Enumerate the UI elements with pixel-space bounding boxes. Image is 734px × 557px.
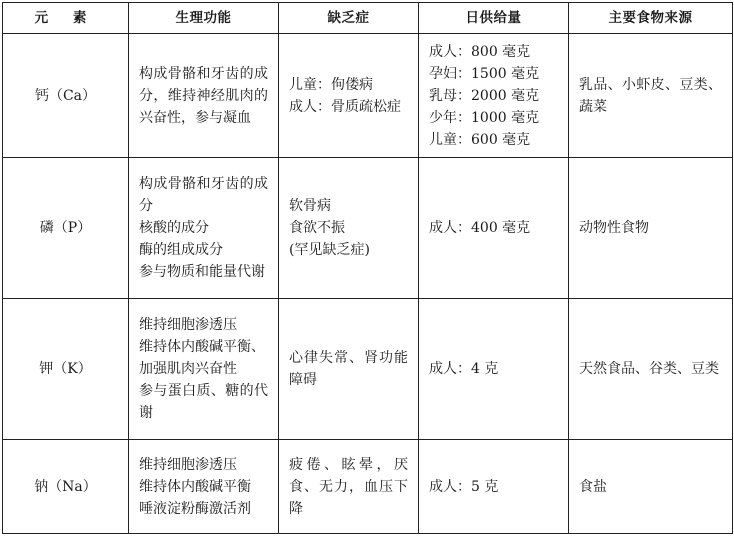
- deficiency-line: 成人：骨质疏松症: [289, 98, 401, 115]
- daily-supply-cell: [419, 158, 569, 299]
- deficiency-cell: [279, 440, 419, 534]
- food-source-cell: [569, 34, 733, 158]
- deficiency-text: 疲倦、眩晕，厌食、无力，血压下降: [289, 456, 408, 517]
- header-deficiency: 缺乏症: [279, 3, 419, 34]
- deficiency-cell: [279, 34, 419, 158]
- header-daily-supply: 日供给量: [419, 3, 569, 34]
- food-source-cell: [569, 440, 733, 534]
- element-cell: 钠（Na）: [3, 440, 129, 534]
- header-food-source: 主要食物来源: [569, 3, 733, 34]
- food-source-text: 食盐: [579, 478, 607, 495]
- function-cell: [129, 440, 279, 534]
- function-line: 维持细胞渗透压: [139, 456, 237, 473]
- supply-line: 成人：400 毫克: [429, 220, 531, 236]
- supply-line: 成人：4 克: [429, 361, 499, 377]
- supply-line: 儿童：600 毫克: [429, 131, 531, 148]
- function-line: 核酸的成分: [139, 220, 209, 236]
- header-row: [3, 3, 733, 34]
- table-row: [3, 440, 733, 534]
- function-line: 酶的组成成分: [139, 242, 223, 258]
- function-line: 参与物质和能量代谢: [139, 264, 265, 280]
- supply-line: 少年：1000 毫克: [429, 109, 540, 126]
- function-cell: [129, 34, 279, 158]
- food-source-text: 天然食品、谷类、豆类: [579, 361, 719, 377]
- deficiency-cell: [279, 299, 419, 440]
- food-source-text: 乳品、小虾皮、豆类、蔬菜: [579, 76, 722, 115]
- deficiency-line: 儿童：佝偻病: [289, 76, 373, 93]
- deficiency-line: (罕见缺乏症): [289, 242, 370, 258]
- header-element: 元 素: [3, 3, 129, 34]
- supply-line: 乳母：2000 毫克: [429, 87, 540, 104]
- function-line: 参与蛋白质、糖的代谢: [139, 383, 268, 421]
- daily-supply-cell: [419, 299, 569, 440]
- supply-line: 成人：5 克: [429, 478, 499, 495]
- daily-supply-cell: [419, 34, 569, 158]
- element-cell: 钾（K）: [3, 299, 129, 440]
- function-line: 加强肌肉兴奋性: [139, 361, 237, 377]
- table-row: [3, 34, 733, 158]
- function-line: 构成骨骼和牙齿的成分: [139, 176, 268, 214]
- food-source-cell: [569, 158, 733, 299]
- daily-supply-cell: [419, 440, 569, 534]
- function-cell: [129, 158, 279, 299]
- deficiency-text: 心律失常、肾功能障碍: [289, 350, 408, 388]
- table-row: [3, 299, 733, 440]
- deficiency-cell: [279, 158, 419, 299]
- function-line: 唾液淀粉酶激活剂: [139, 500, 251, 517]
- deficiency-line: 软骨病: [289, 198, 331, 214]
- function-line: 维持体内酸碱平衡、: [139, 339, 265, 355]
- supply-line: 孕妇：1500 毫克: [429, 65, 540, 82]
- element-cell: 钙（Ca）: [3, 34, 129, 158]
- deficiency-line: 食欲不振: [289, 220, 345, 236]
- element-cell: 磷（P）: [3, 158, 129, 299]
- food-source-cell: [569, 299, 733, 440]
- header-function: 生理功能: [129, 3, 279, 34]
- function-text: 构成骨骼和牙齿的成分，维持神经肌肉的兴奋性，参与凝血: [139, 65, 268, 126]
- function-line: 维持体内酸碱平衡: [139, 478, 251, 495]
- function-cell: [129, 299, 279, 440]
- table-row: [3, 158, 733, 299]
- function-line: 维持细胞渗透压: [139, 317, 237, 333]
- minerals-table: [2, 2, 733, 534]
- supply-line: 成人：800 毫克: [429, 43, 531, 60]
- food-source-text: 动物性食物: [579, 220, 649, 236]
